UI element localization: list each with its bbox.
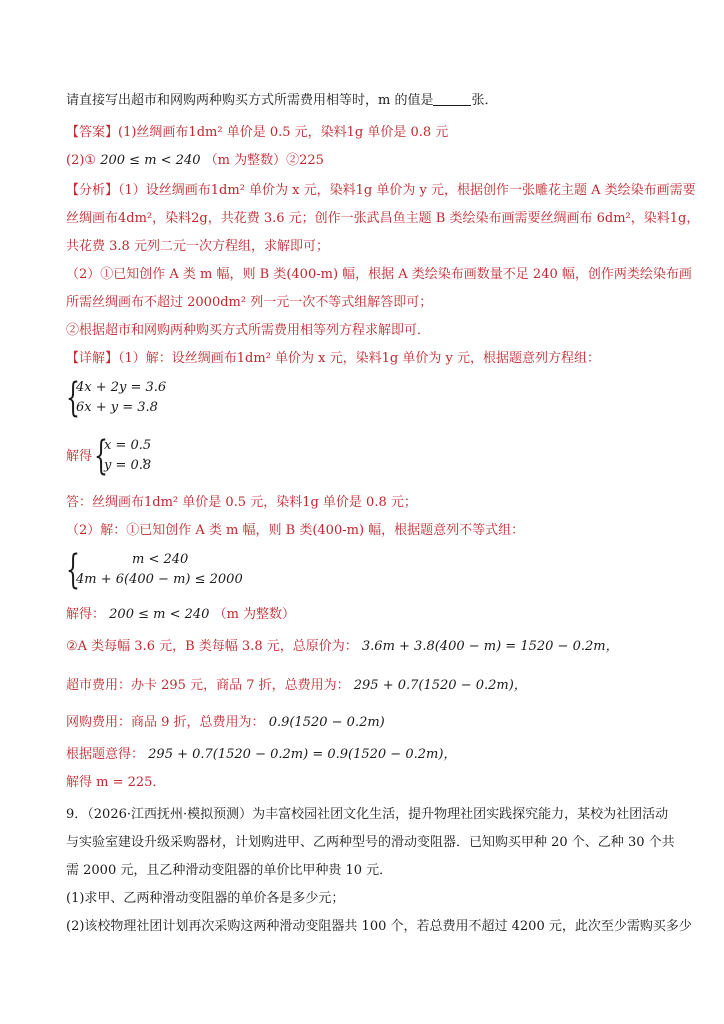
- question-tail: [66, 92, 497, 110]
- answer-part-2-prefix: (2)①: [66, 153, 97, 168]
- analysis-text-1: （1）设丝绸画布1dm² 单价为 x 元，染料1g 单价为 y 元，根据创作一张雕花主题 A 类绘染布画需要: [118, 183, 696, 198]
- inequality-system: [66, 547, 266, 593]
- answer-summary-1: 答：丝绸画布1dm² 单价是 0.5 元，染料1g 单价是 0.8 元；: [66, 495, 417, 510]
- equation-line: [66, 746, 456, 764]
- analysis-line-2: 丝绸画布4dm²，染料2g，共花费 3.6 元；创作一张武昌鱼主题 B 类绘染布画需要丝绸画布 6dm²，染料1g，: [66, 211, 700, 226]
- equation-system-1: [66, 375, 226, 421]
- answer-blank: [433, 92, 471, 106]
- question-9-line-2: 与实验室建设升级采购器材，计划购进甲、乙两种型号的滑动变阻器．已知购买甲种 20 个、乙种 30 个共: [66, 835, 675, 850]
- solution-y: y = 0.8: [104, 458, 152, 473]
- answer-label: 【答案】: [66, 125, 119, 140]
- analysis-line-6: ②根据超市和网购两种购买方式所需费用相等列方程求解即可．: [66, 323, 431, 338]
- solve-2-note: （m 为整数）: [213, 607, 296, 622]
- solution-label: 解得: [66, 449, 93, 464]
- question-9-line-3: 需 2000 元，且乙种滑动变阻器的单价比甲种贵 10 元．: [66, 863, 393, 878]
- detail-label: 【详解】: [66, 351, 119, 366]
- equation-1: 4x + 2y = 3.6: [76, 380, 167, 395]
- left-brace: {: [94, 433, 108, 479]
- question-tail-unit: 张．: [471, 93, 498, 108]
- question-tail-text: 请直接写出超市和网购两种购买方式所需费用相等时，m 的值是: [66, 93, 434, 108]
- answer-part-2-note: （m 为整数）②225: [204, 153, 324, 168]
- analysis-label: 【分析】: [66, 183, 119, 198]
- left-brace: {: [66, 375, 80, 421]
- solve-2-label: 解得：: [66, 607, 106, 622]
- price-line: [66, 638, 619, 656]
- question-9-line-1: 9．（2026·江西抚州·模拟预测）为丰富校园社团文化生活，提升物理社团实践探究能力，某校为社团活动: [66, 807, 669, 822]
- solution-x: x = 0.5: [104, 438, 152, 453]
- solve-2-line: [66, 606, 295, 624]
- price-text: ②A 类每幅 3.6 元，B 类每幅 3.8 元，总原价为：: [66, 639, 358, 654]
- inequality-2: 4m + 6(400 − m) ≤ 2000: [76, 572, 243, 587]
- detail-line-2: （2）解：①已知创作 A 类 m 幅，则 B 类(400-m) 幅，根据题意列不等式组：: [66, 523, 525, 538]
- question-9-line-4: (1)求甲、乙两种滑动变阻器的单价各是多少元；: [66, 891, 345, 906]
- inequality-1: m < 240: [132, 552, 189, 567]
- supermarket-line: [66, 677, 527, 695]
- supermarket-equation: 295 + 0.7(1520 − 0.2m)，: [353, 678, 527, 693]
- equation-text: 根据题意得：: [66, 747, 145, 762]
- analysis-line-4: （2）①已知创作 A 类 m 幅，则 B 类(400-m) 幅，根据 A 类绘染布画数量不足 240 幅，创作两类绘染布画: [66, 267, 692, 282]
- answer-line-2: [66, 152, 324, 170]
- online-line: [66, 714, 385, 732]
- final-equation: 295 + 0.7(1520 − 0.2m) = 0.9(1520 − 0.2m)，: [148, 747, 457, 762]
- answer-part-2-inequality: 200 ≤ m < 240: [100, 153, 201, 168]
- equation-2: 6x + y = 3.8: [76, 400, 158, 415]
- answer-line-1: [66, 124, 448, 142]
- question-9-line-5: (2)该校物理社团计划再次采购这两种滑动变阻器共 100 个，若总费用不超过 4200 元，此次至少需购买多少: [66, 919, 692, 934]
- left-brace: {: [66, 547, 80, 593]
- online-equation: 0.9(1520 − 0.2m): [268, 715, 385, 730]
- supermarket-text: 超市费用：办卡 295 元，商品 7 折，总费用为：: [66, 678, 350, 693]
- analysis-line-1: [66, 182, 696, 200]
- result-line: 解得 m = 225．: [66, 775, 166, 790]
- detail-line-1: [66, 350, 600, 368]
- price-equation: 3.6m + 3.8(400 − m) = 1520 − 0.2m，: [361, 639, 619, 654]
- online-text: 网购费用：商品 9 折，总费用为：: [66, 715, 265, 730]
- solve-2-value: 200 ≤ m < 240: [109, 607, 210, 622]
- analysis-line-5: 所需丝绸画布不超过 2000dm² 列一元一次不等式组解答即可；: [66, 295, 433, 310]
- answer-part-1: (1)丝绸画布1dm² 单价是 0.5 元，染料1g 单价是 0.8 元: [118, 125, 449, 140]
- detail-text-1: （1）解：设丝绸画布1dm² 单价为 x 元，染料1g 单价为 y 元，根据题意列方程组：: [118, 351, 600, 366]
- solution-end: ，: [142, 449, 156, 464]
- analysis-line-3: 共花费 3.8 元列二元一次方程组，求解即可；: [66, 239, 329, 254]
